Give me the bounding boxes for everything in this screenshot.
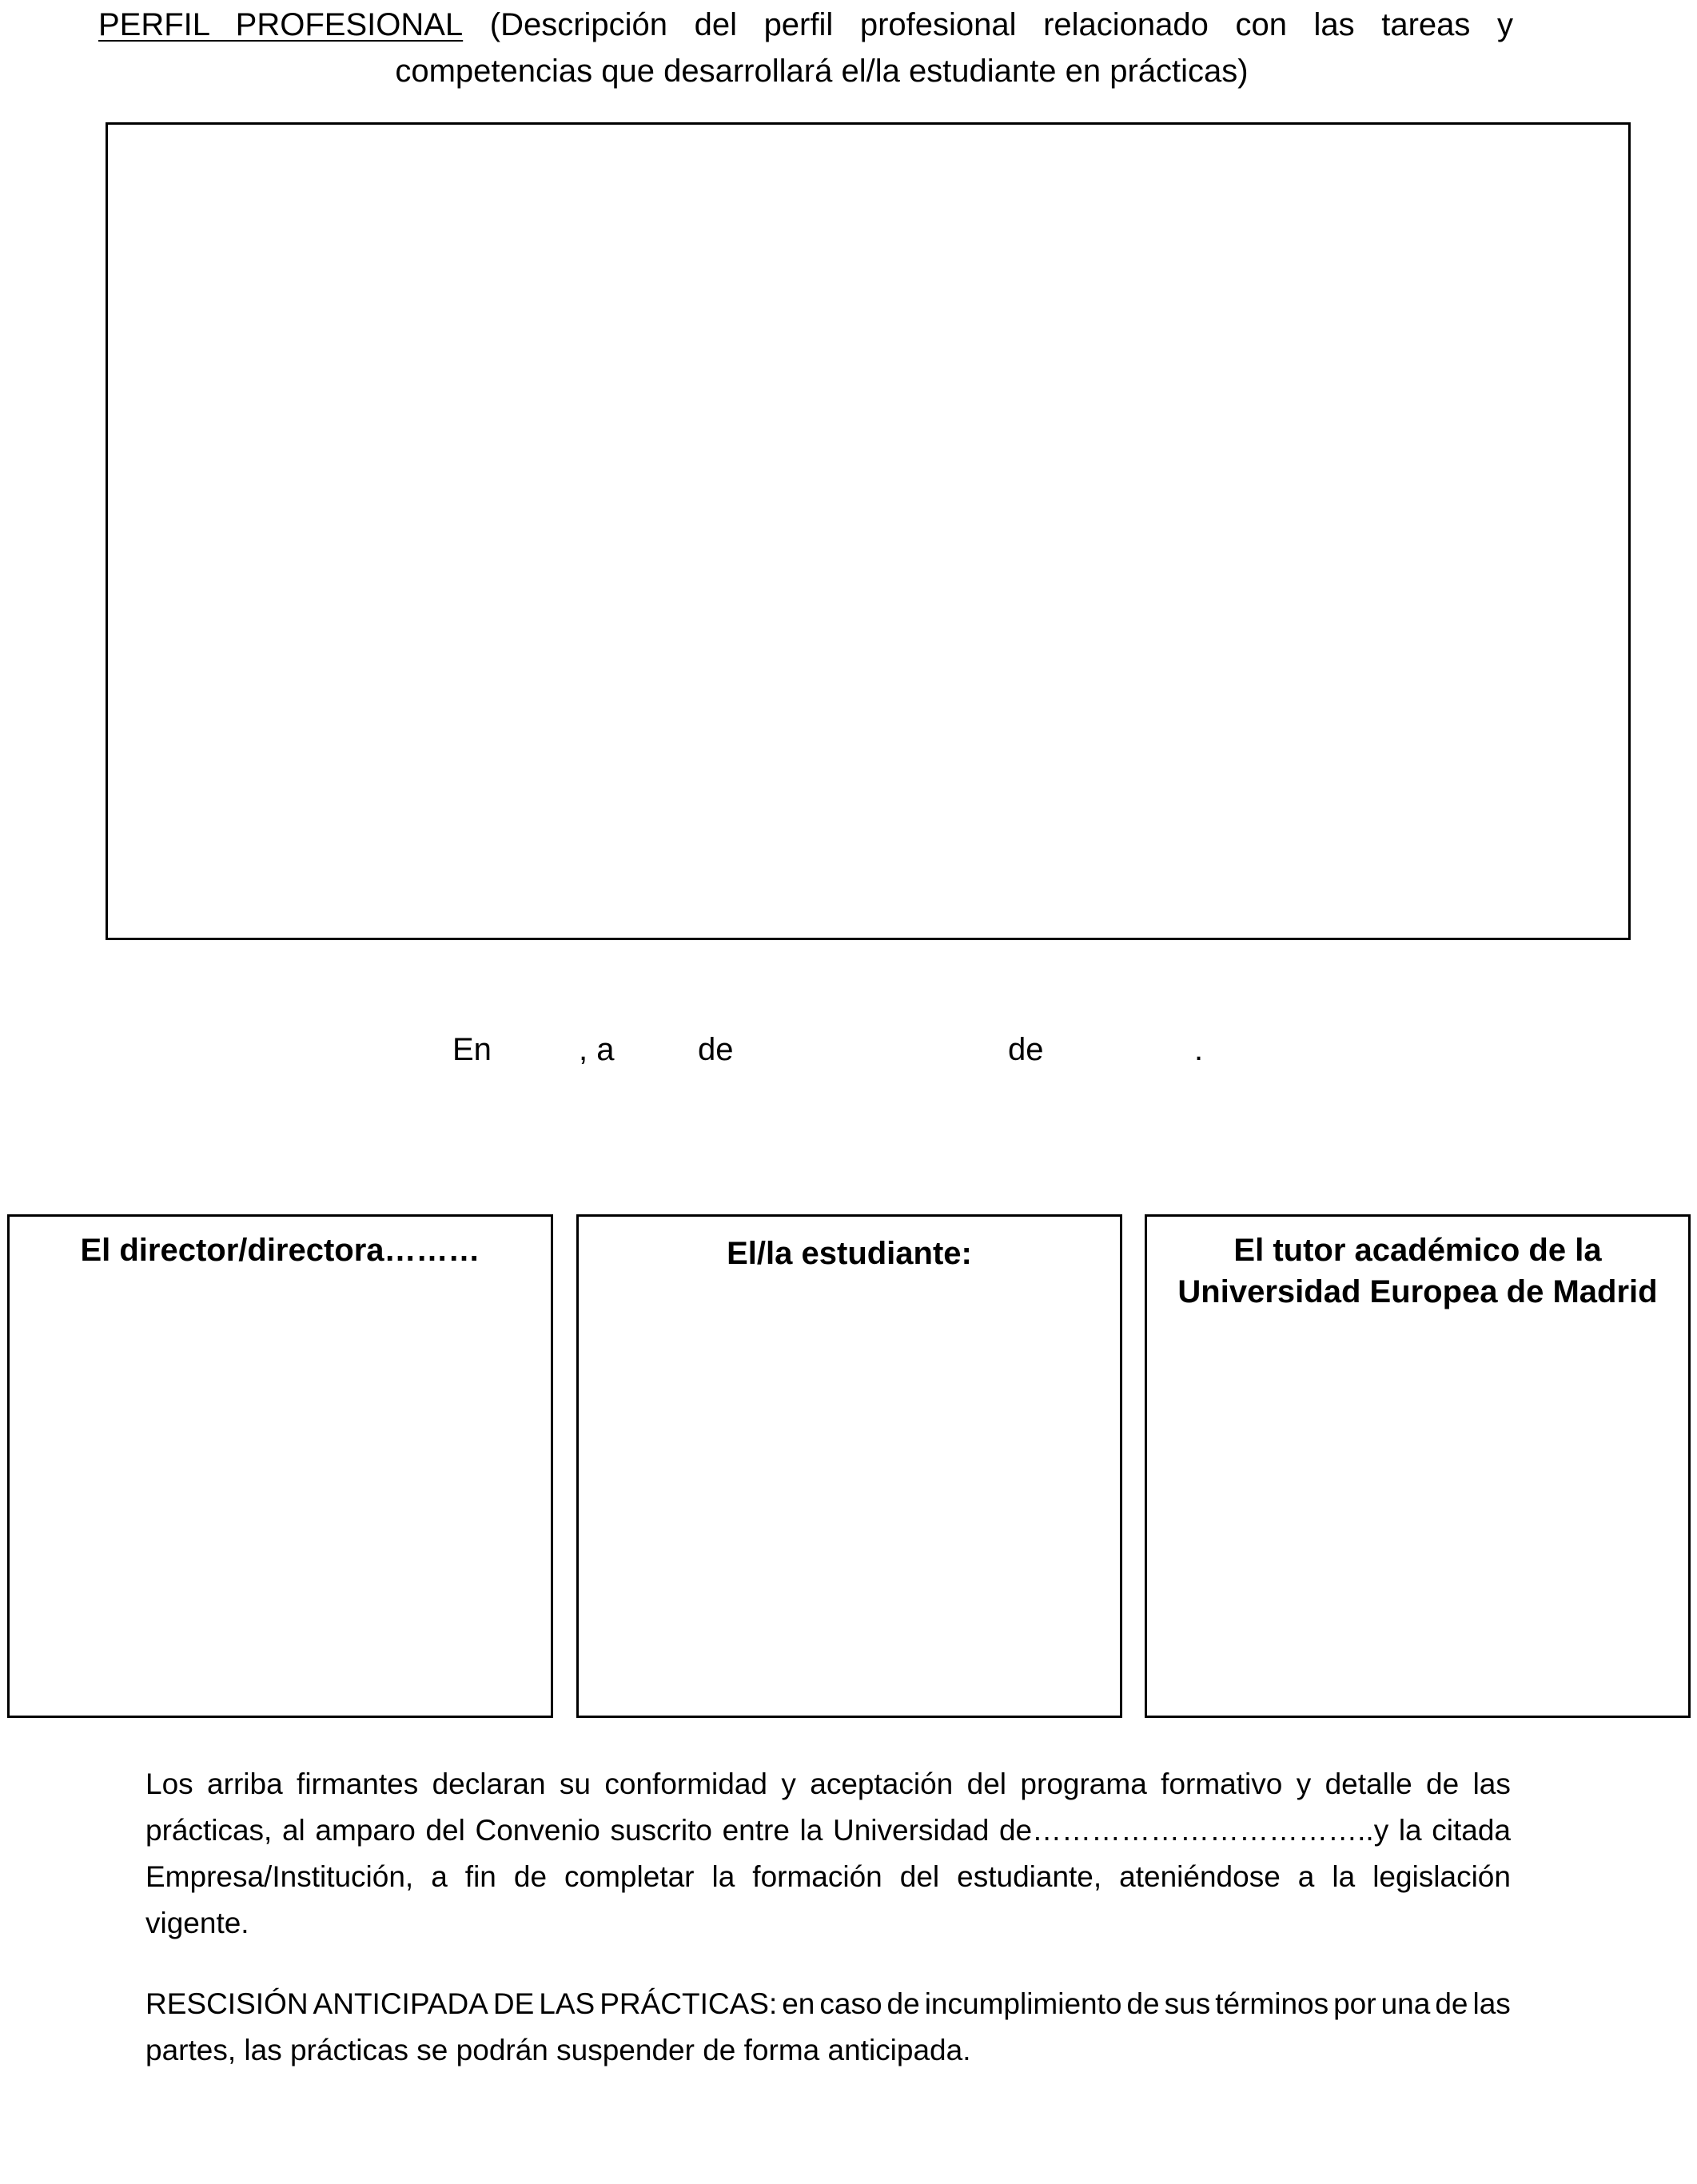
declaration-word: suscrito [610,1814,712,1847]
declaration-word: programa [1020,1768,1147,1800]
rescission-word: sus [1164,1987,1211,2020]
declaration-word: a [1297,1860,1315,1893]
rescission-word: términos [1215,1987,1329,2020]
declaration-word: conformidad [604,1768,767,1800]
declaration-line [145,1761,1511,1807]
header-word: relacionado [1043,7,1209,42]
rescission-word: LAS [539,1987,596,2020]
date-en-label: En [452,1032,492,1067]
rescission-word: por [1333,1987,1376,2020]
rescission-word: caso [819,1987,882,2020]
declaration-word: Empresa/Institución, [145,1860,414,1893]
header-word: y [1496,7,1513,42]
rescission-word: en [782,1987,815,2020]
rescission-word: las [1472,1987,1511,2020]
director-signature-box[interactable] [7,1214,553,1718]
profile-description-box[interactable] [106,122,1631,940]
declaration-word: estudiante, [957,1860,1102,1893]
declaration-word: la [799,1814,823,1847]
rescission-word: incumplimiento [924,1987,1122,2020]
declaration-word: su [559,1768,591,1800]
rescission-word: una [1380,1987,1431,2020]
rescission-line [145,1981,1511,2027]
declaration-word: y [781,1768,796,1800]
declaration-word: Los [145,1768,193,1800]
declaration-word: y [1296,1768,1312,1800]
declaration-paragraph [145,1761,1511,1947]
rescission-word: de [886,1987,920,2020]
header-line-1 [98,2,1513,48]
declaration-word: a [431,1860,448,1893]
rescission-last-line: partes, las prácticas se podrán suspender de forma anticipada. [145,2034,971,2066]
declaration-word: las [1472,1768,1511,1800]
date-de-label-1: de [698,1032,734,1067]
declaration-word: la [1398,1814,1422,1847]
tutor-signature-box[interactable] [1145,1214,1691,1718]
declaration-word: legislación [1372,1860,1511,1893]
declaration-word: de [1426,1768,1460,1800]
declaration-word: amparo [315,1814,416,1847]
declaration-word: de……………………………..y [998,1814,1389,1847]
rescission-paragraph [145,1981,1511,2074]
declaration-word: fin [464,1860,496,1893]
declaration-word: de [513,1860,548,1893]
date-period: . [1194,1032,1204,1067]
date-de-label-2: de [1008,1032,1044,1067]
declaration-word: al [281,1814,305,1847]
header-word: con [1235,7,1287,42]
student-signature-label: El/la estudiante: [727,1236,972,1271]
rescission-word: DE [492,1987,535,2020]
declaration-word: entre [722,1814,790,1847]
declaration-word: citada [1432,1814,1511,1847]
declaration-word: la [711,1860,735,1893]
tutor-signature-label-line-1: El tutor académico de la [1233,1233,1602,1268]
declaration-word: aceptación [810,1768,954,1800]
declaration-word: del [899,1860,940,1893]
declaration-word: la [1332,1860,1356,1893]
declaration-word: Universidad [832,1814,990,1847]
declaration-word: del [966,1768,1007,1800]
header-word: profesional [859,7,1017,42]
rescission-word: de [1126,1987,1160,2020]
declaration-line [145,1854,1511,1900]
declaration-word: completar [564,1860,695,1893]
section-title: PERFIL PROFESIONAL [98,7,464,42]
header-word: perfil [763,7,834,42]
declaration-word: del [425,1814,465,1847]
director-signature-label: El director/directora……… [80,1233,480,1268]
rescission-word: de [1435,1987,1468,2020]
declaration-word: prácticas, [145,1814,273,1847]
rescission-word: RESCISIÓN [145,1987,309,2020]
header-word: (Descripción [489,7,668,42]
declaration-word: ateniéndose [1119,1860,1281,1893]
header-word: las [1313,7,1355,42]
declaration-word: declaran [432,1768,546,1800]
rescission-word: ANTICIPADA [313,1987,488,2020]
header-line-2: competencias que desarrollará el/la estudiante en prácticas) [395,54,1249,89]
declaration-word: formación [752,1860,882,1893]
declaration-word: detalle [1325,1768,1412,1800]
declaration-word: firmantes [297,1768,419,1800]
declaration-word: formativo [1161,1768,1283,1800]
declaration-word: Convenio [475,1814,600,1847]
header-word: del [694,7,737,42]
tutor-signature-label-line-2: Universidad Europea de Madrid [1177,1274,1658,1309]
header-word: tareas [1381,7,1471,42]
declaration-word: arriba [207,1768,283,1800]
declaration-last-line: vigente. [145,1907,249,1939]
rescission-word: PRÁCTICAS: [600,1987,778,2020]
date-a-label: , a [579,1032,615,1067]
student-signature-box[interactable] [576,1214,1122,1718]
declaration-line [145,1807,1511,1854]
profile-section-header [98,2,1513,94]
